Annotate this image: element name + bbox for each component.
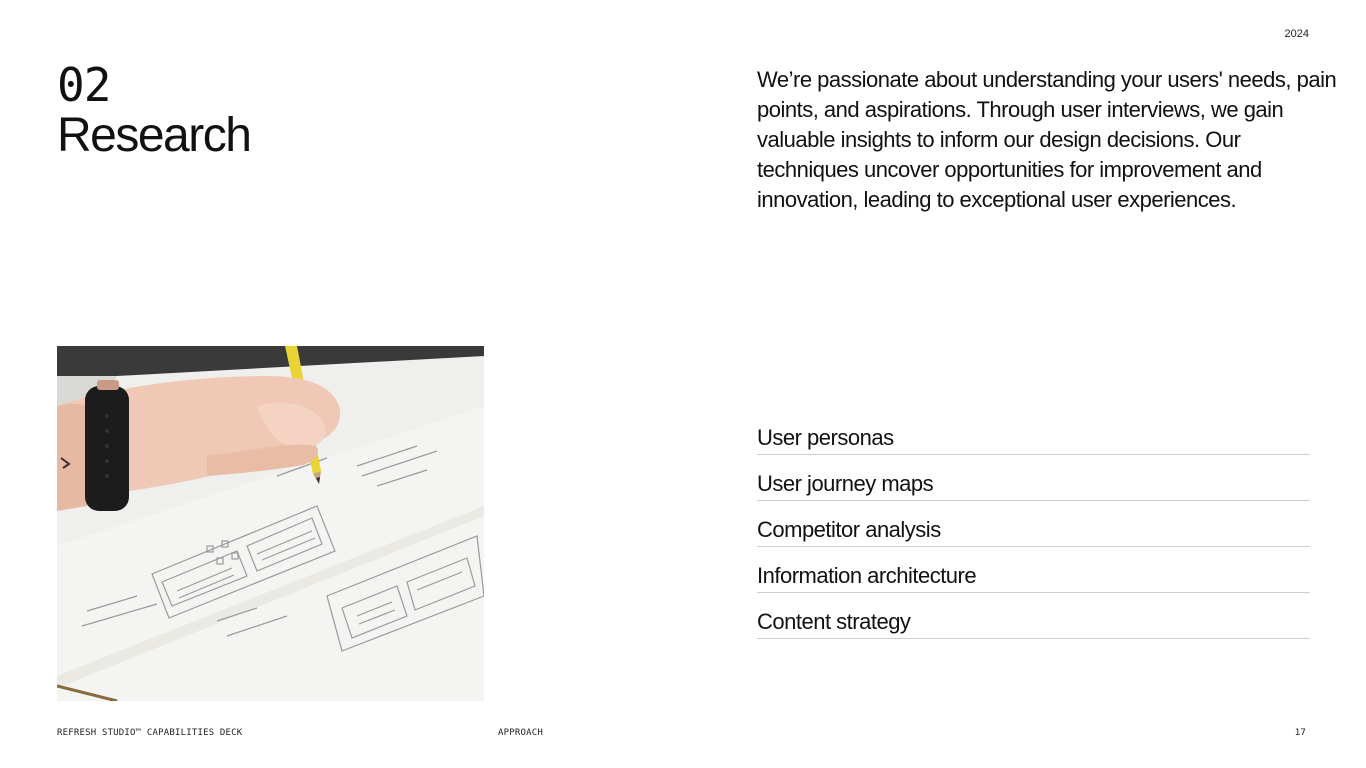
page-number: 17 xyxy=(1294,728,1306,738)
list-item: Competitor analysis xyxy=(757,502,1310,547)
year-label: 2024 xyxy=(1284,28,1309,40)
intro-paragraph: We’re passionate about understanding your users' needs, pain points, and aspirations. Through user interviews, we gain valuable insights to inform our design decisions. Our techniques uncover opportunities for improvement and innovation, leading to exceptional user experiences. xyxy=(757,67,1337,212)
hand-sketching-wireframes-image xyxy=(57,346,484,701)
sketching-photo xyxy=(57,346,484,701)
section-heading xyxy=(57,58,251,162)
list-item: User journey maps xyxy=(757,456,1310,501)
footer-deck-name: REFRESH STUDIO™ CAPABILITIES DECK xyxy=(57,728,243,738)
list-item: Content strategy xyxy=(757,594,1310,639)
footer-chapter: APPROACH xyxy=(498,728,543,738)
research-services-list xyxy=(757,410,1310,640)
list-item: User personas xyxy=(757,410,1310,455)
section-number: 02 xyxy=(57,58,111,112)
list-item: Information architecture xyxy=(757,548,1310,593)
section-title: Research xyxy=(57,109,251,162)
